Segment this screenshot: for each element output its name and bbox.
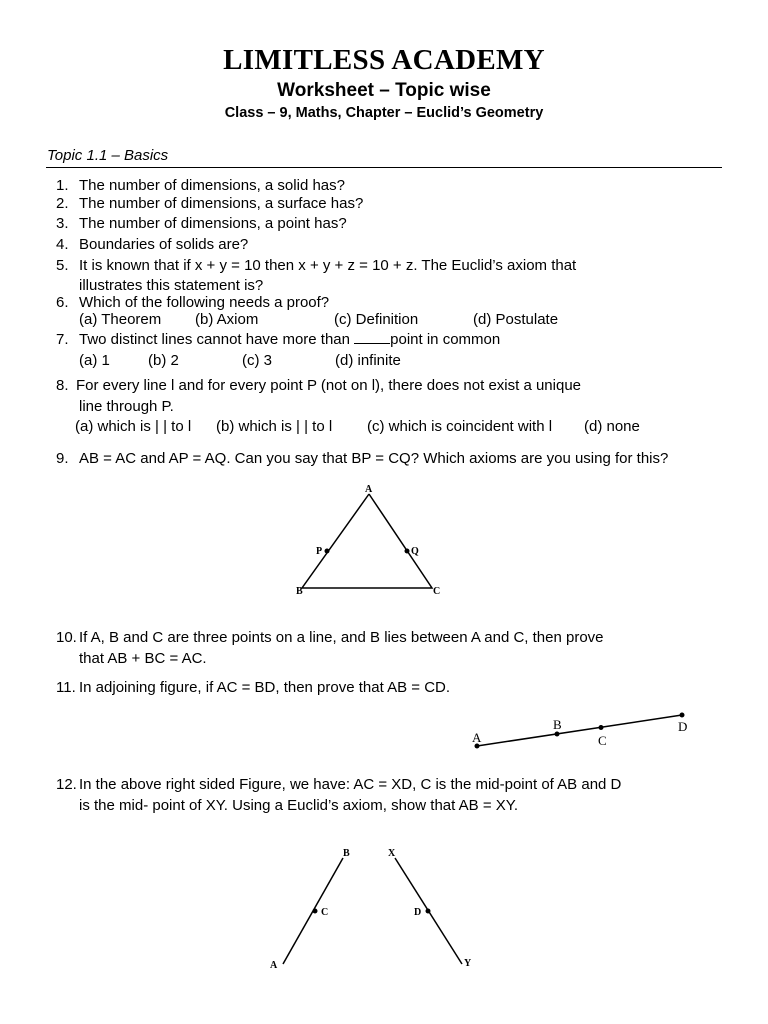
question-text: If A, B and C are three points on a line, and B lies between A and C, then prove bbox=[79, 629, 604, 646]
line-ad bbox=[477, 715, 682, 746]
question-number: 12. bbox=[56, 776, 77, 793]
point-c bbox=[599, 725, 604, 730]
option-b: (b) 2 bbox=[148, 352, 179, 369]
question-number: 9. bbox=[56, 450, 69, 467]
question-text: The number of dimensions, a point has? bbox=[79, 215, 347, 232]
question-text-continued: line through P. bbox=[79, 398, 174, 415]
point-b bbox=[555, 732, 560, 737]
label-c: C bbox=[598, 733, 607, 748]
point-d bbox=[680, 713, 685, 718]
question-text-continued: is the mid- point of XY. Using a Euclid’s axiom, show that AB = XY. bbox=[79, 797, 518, 814]
academy-title: LIMITLESS ACADEMY bbox=[223, 44, 545, 76]
label-d: D bbox=[414, 907, 422, 918]
option-a: (a) 1 bbox=[79, 352, 110, 369]
point-c bbox=[313, 909, 318, 914]
option-c: (c) which is coincident with l bbox=[367, 418, 553, 435]
question-number: 1. bbox=[56, 177, 69, 194]
label-b: B bbox=[553, 717, 562, 732]
question-text bbox=[79, 331, 500, 348]
topic-heading: Topic 1.1 – Basics bbox=[47, 147, 169, 164]
label-c: C bbox=[433, 586, 441, 597]
label-c: C bbox=[321, 907, 329, 918]
label-a: A bbox=[270, 960, 278, 971]
option-d: (d) infinite bbox=[335, 352, 401, 369]
answer-blank bbox=[354, 332, 390, 344]
option-a: (a) Theorem bbox=[79, 311, 162, 328]
question-text: AB = AC and AP = AQ. Can you say that BP = CQ? Which axioms are you using for this? bbox=[79, 450, 669, 467]
question-number: 7. bbox=[56, 331, 69, 348]
option-c: (c) Definition bbox=[334, 311, 419, 328]
question-number: 3. bbox=[56, 215, 69, 232]
label-a: A bbox=[365, 484, 373, 495]
question-number: 8. bbox=[56, 377, 69, 394]
question-number: 5. bbox=[56, 257, 69, 274]
question-text: In adjoining figure, if AC = BD, then prove that AB = CD. bbox=[79, 679, 451, 696]
triangle-abc bbox=[302, 494, 432, 588]
worksheet-subtitle: Worksheet – Topic wise bbox=[277, 80, 491, 101]
question-text: It is known that if x + y = 10 then x + y + z = 10 + z. The Euclid’s axiom that bbox=[79, 257, 577, 274]
question-number: 11. bbox=[56, 679, 76, 696]
triangle-figure bbox=[290, 480, 450, 600]
question-text: For every line l and for every point P (not on l), there does not exist a unique bbox=[76, 377, 582, 394]
question-text: The number of dimensions, a solid has? bbox=[79, 177, 345, 194]
option-c: (c) 3 bbox=[242, 352, 272, 369]
point-p bbox=[325, 549, 330, 554]
two-lines-figure bbox=[265, 840, 485, 972]
option-b: (b) Axiom bbox=[195, 311, 259, 328]
question-text-continued: illustrates this statement is? bbox=[79, 277, 264, 294]
label-d: D bbox=[678, 719, 688, 734]
question-number: 6. bbox=[56, 294, 69, 311]
option-b: (b) which is | | to l bbox=[216, 418, 333, 435]
label-a: A bbox=[472, 730, 482, 745]
question-text: Which of the following needs a proof? bbox=[79, 294, 330, 311]
line-segment-figure bbox=[465, 708, 695, 756]
point-q bbox=[405, 549, 410, 554]
question-text: The number of dimensions, a surface has? bbox=[79, 195, 364, 212]
question-text-continued: that AB + BC = AC. bbox=[79, 650, 207, 667]
question-number: 2. bbox=[56, 195, 69, 212]
option-a: (a) which is | | to l bbox=[75, 418, 192, 435]
option-d: (d) none bbox=[584, 418, 640, 435]
topic-divider bbox=[46, 167, 722, 168]
question-text: In the above right sided Figure, we have: AC = XD, C is the mid-point of AB and D bbox=[79, 776, 622, 793]
question-text-end: point in common bbox=[390, 331, 501, 348]
label-b: B bbox=[296, 586, 303, 597]
label-p: P bbox=[316, 546, 323, 557]
question-number: 4. bbox=[56, 236, 69, 253]
label-q: Q bbox=[411, 546, 419, 557]
option-d: (d) Postulate bbox=[473, 311, 559, 328]
question-text: Boundaries of solids are? bbox=[79, 236, 249, 253]
label-b: B bbox=[343, 848, 350, 859]
question-number: 10. bbox=[56, 629, 77, 646]
point-d bbox=[426, 909, 431, 914]
class-chapter-line: Class – 9, Maths, Chapter – Euclid’s Geometry bbox=[224, 105, 544, 121]
label-y: Y bbox=[464, 958, 472, 969]
question-text-start: Two distinct lines cannot have more than bbox=[79, 331, 350, 348]
label-x: X bbox=[388, 848, 396, 859]
